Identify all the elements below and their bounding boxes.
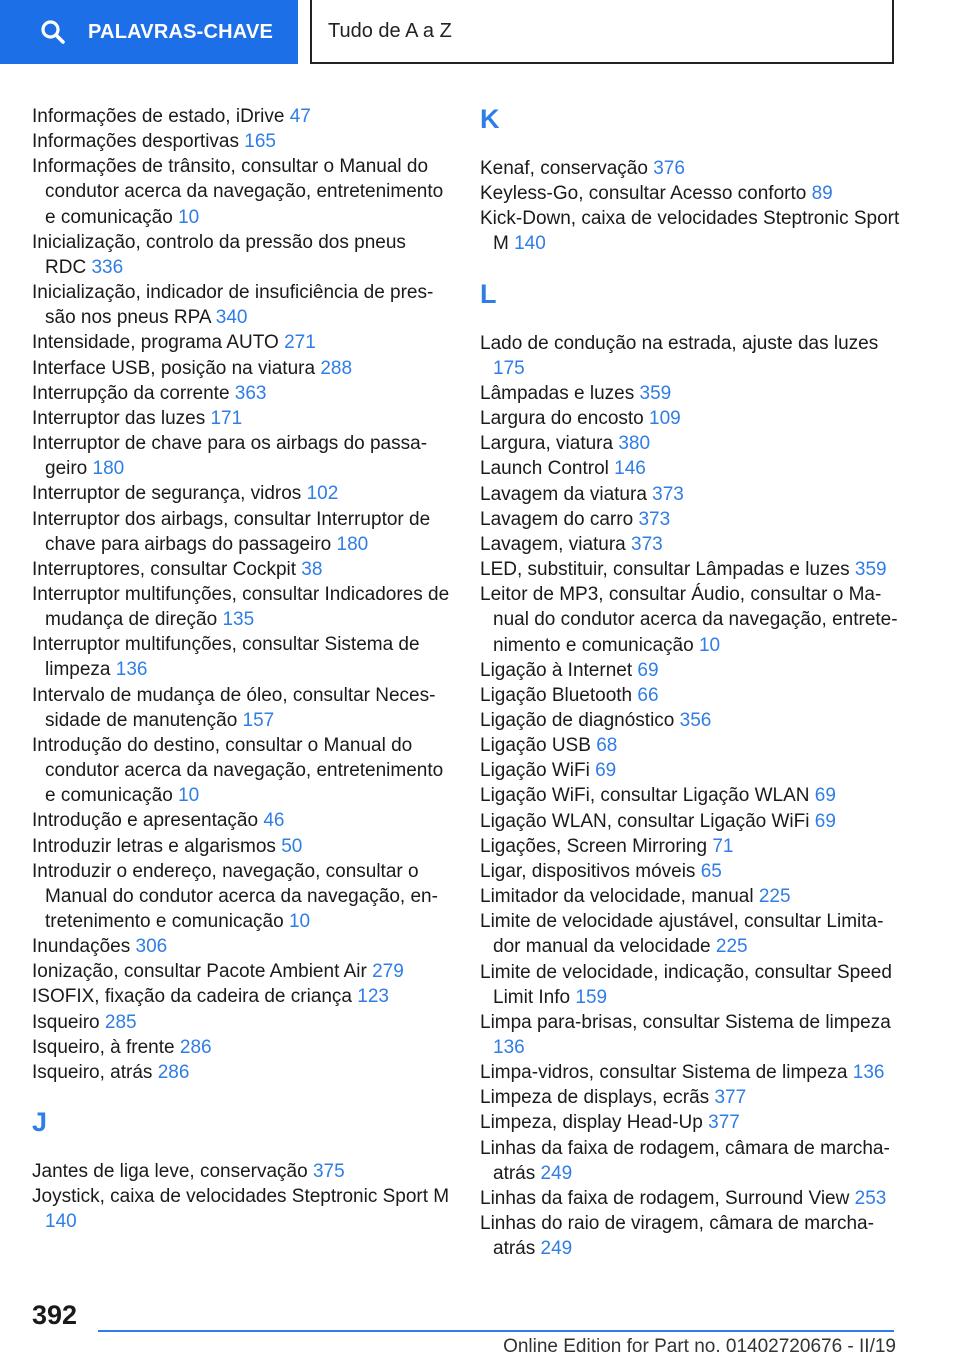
entry-text: Limitador da velocidade, manual <box>480 886 754 908</box>
entry-page-link[interactable]: 249 <box>540 1162 573 1184</box>
entry-page-link[interactable]: 225 <box>715 936 748 958</box>
entry-page-link[interactable]: 50 <box>281 835 303 857</box>
index-entry <box>480 834 900 859</box>
entry-page-link[interactable]: 10 <box>178 785 200 807</box>
entry-page-link[interactable]: 285 <box>104 1011 137 1033</box>
index-entry <box>32 1035 450 1060</box>
index-entry <box>480 181 900 206</box>
entry-text: Kenaf, conservação <box>480 158 648 179</box>
index-entry <box>32 507 450 557</box>
entry-page-link[interactable]: 373 <box>652 483 684 505</box>
entry-page-link[interactable]: 10 <box>288 911 311 932</box>
index-entry <box>480 431 900 456</box>
index-entry <box>32 356 450 381</box>
index-entry <box>480 1085 900 1110</box>
j-entries <box>32 1159 450 1234</box>
entry-text: Inundações <box>32 936 131 958</box>
index-entry <box>480 884 900 909</box>
entry-text: Ligação WiFi, consultar Ligação WLAN <box>480 785 810 807</box>
entry-text: Limite de velocidade ajustável, consultar Limitador manual da velocidade <box>480 911 884 958</box>
entry-page-link[interactable]: 69 <box>637 659 659 681</box>
entry-text: Ligações, Screen Mirroring <box>480 835 708 857</box>
entry-text: Isqueiro, à frente <box>32 1036 175 1058</box>
index-entry <box>32 1010 450 1035</box>
entry-page-link[interactable]: 68 <box>596 735 618 757</box>
index-entry <box>480 733 900 758</box>
entry-page-link[interactable]: 306 <box>135 936 168 958</box>
entry-text: Ligar, dispositivos móveis <box>480 860 696 882</box>
entry-text: Ligação à Internet <box>480 659 633 681</box>
entry-page-link[interactable]: 159 <box>575 986 608 1008</box>
index-entry <box>32 934 450 959</box>
index-entry <box>480 557 900 582</box>
entry-page-link[interactable]: 373 <box>631 533 663 555</box>
entry-text: Interruptores, consultar Cockpit <box>32 558 297 580</box>
entry-text: Jantes de liga leve, conservação <box>32 1161 308 1183</box>
index-entry <box>480 156 900 181</box>
entry-text: Interface USB, posição na viatura <box>32 357 316 379</box>
index-entry <box>480 482 900 507</box>
entry-page-link[interactable]: 249 <box>540 1238 573 1260</box>
index-entry <box>480 406 900 431</box>
entry-page-link[interactable]: 375 <box>312 1161 345 1183</box>
index-entry <box>480 582 900 657</box>
index-entry <box>32 557 450 582</box>
entry-text: Interruptor das luzes <box>32 407 206 429</box>
index-entry <box>480 960 900 1010</box>
entry-text: Intensidade, programa AUTO <box>32 332 279 354</box>
index-entry <box>480 532 900 557</box>
entry-text: Interruptor dos airbags, consultar Interruptor de chave para airbags do passageiro <box>32 508 431 555</box>
search-icon <box>40 19 66 45</box>
entry-page-link[interactable]: 123 <box>357 986 389 1008</box>
entry-text: Ligação WiFi <box>480 760 590 782</box>
index-entry <box>32 1184 450 1234</box>
entry-page-link[interactable]: 47 <box>289 106 311 127</box>
entry-page-link[interactable]: 359 <box>854 559 887 581</box>
index-entry <box>480 708 900 733</box>
entry-text: Interruptor de segurança, vidros <box>32 483 302 505</box>
entry-text: Informações desportivas <box>32 131 239 153</box>
entry-page-link[interactable]: 180 <box>92 458 125 480</box>
entry-text: Informações de trânsito, consultar o Manual do condutor acerca da navegação, entretenimento e comunicação <box>32 156 444 228</box>
entry-page-link[interactable]: 10 <box>698 634 721 656</box>
index-entry <box>480 783 900 808</box>
entry-page-link[interactable]: 69 <box>814 785 836 807</box>
entry-page-link[interactable]: 157 <box>242 709 275 731</box>
footer-rule <box>98 1330 894 1332</box>
index-entry <box>32 406 450 431</box>
entry-text: Isqueiro, atrás <box>32 1061 153 1083</box>
edition-text: Online Edition for Part no. 01402720676 - II/19 <box>503 1336 896 1357</box>
left-entries <box>32 104 450 1085</box>
entry-text: Launch Control <box>480 458 609 480</box>
entry-page-link[interactable]: 71 <box>712 835 734 857</box>
entry-page-link[interactable]: 89 <box>811 183 833 205</box>
section-title: Tudo de A a Z <box>328 19 452 42</box>
index-entry <box>32 808 450 833</box>
entry-page-link[interactable]: 253 <box>854 1187 887 1209</box>
index-entry <box>480 456 900 481</box>
index-column-right <box>480 104 900 1261</box>
entry-page-link[interactable]: 376 <box>653 158 685 179</box>
entry-page-link[interactable]: 171 <box>210 407 243 429</box>
entry-page-link[interactable]: 46 <box>263 810 285 832</box>
entry-text: Interruptor de chave para os airbags do passageiro <box>32 433 428 480</box>
entry-page-link[interactable]: 135 <box>222 609 255 631</box>
index-entry <box>32 859 450 934</box>
index-entry <box>480 206 900 256</box>
entry-text: Ionização, consultar Pacote Ambient Air <box>32 961 367 983</box>
entry-text: Lavagem da viatura <box>480 483 647 505</box>
entry-text: Linhas do raio de viragem, câmara de marcha-atrás <box>480 1213 874 1260</box>
entry-page-link[interactable]: 65 <box>700 860 722 882</box>
index-entry <box>32 280 450 330</box>
entry-text: Lado de condução na estrada, ajuste das luzes <box>480 332 879 354</box>
index-entry <box>32 230 450 280</box>
entry-text: Limpa para-brisas, consultar Sistema de limpeza <box>480 1011 891 1033</box>
entry-page-link[interactable]: 377 <box>714 1087 747 1109</box>
entry-page-link[interactable]: 136 <box>115 659 148 681</box>
entry-page-link[interactable]: 180 <box>336 533 369 555</box>
entry-text: Interrupção da corrente <box>32 382 230 404</box>
index-entry <box>32 129 450 154</box>
index-entry <box>32 959 450 984</box>
index-entry <box>480 381 900 406</box>
entry-text: ISOFIX, fixação da cadeira de criança <box>32 986 352 1008</box>
entry-page-link[interactable]: 340 <box>215 307 248 329</box>
entry-page-link[interactable]: 136 <box>493 1037 525 1058</box>
entry-page-link[interactable]: 356 <box>679 709 712 731</box>
index-entry <box>480 1010 900 1060</box>
entry-page-link[interactable]: 140 <box>45 1211 77 1233</box>
entry-text: Limite de velocidade, indicação, consultar Speed Limit Info <box>480 961 892 1008</box>
index-entry <box>480 758 900 783</box>
entry-text: Introdução do destino, consultar o Manual do condutor acerca da navegação, entretenimento e comunicação <box>32 734 444 807</box>
entry-page-link[interactable]: 336 <box>91 256 124 278</box>
index-entry <box>32 683 450 733</box>
entry-text: Introduzir letras e algarismos <box>32 835 276 857</box>
entry-page-link[interactable]: 271 <box>284 332 316 354</box>
keywords-label: PALAVRAS-CHAVE <box>88 20 274 43</box>
page-number: 392 <box>32 1300 78 1330</box>
entry-text: Ligação de diagnóstico <box>480 709 675 731</box>
index-entry <box>480 809 900 834</box>
entry-text: LED, substituir, consultar Lâmpadas e luzes <box>480 559 850 581</box>
entry-text: Informações de estado, iDrive <box>32 106 285 127</box>
index-entry <box>480 507 900 532</box>
index-entry <box>32 733 450 808</box>
entry-text: Largura do encosto <box>480 408 644 430</box>
entry-text: Linhas da faixa de rodagem, Surround View <box>480 1187 850 1209</box>
entry-text: Keyless-Go, consultar Acesso conforto <box>480 183 807 205</box>
entry-text: Ligação WLAN, consultar Ligação WiFi <box>480 810 810 832</box>
section-letter-k: K <box>480 104 500 134</box>
entry-page-link[interactable]: 38 <box>301 558 323 580</box>
index-entry <box>480 859 900 884</box>
entry-page-link[interactable]: 380 <box>618 433 651 455</box>
entry-text: Intervalo de mudança de óleo, consultar Necessidade de manutenção <box>32 684 436 731</box>
entry-page-link[interactable]: 225 <box>758 886 791 908</box>
entry-page-link[interactable]: 363 <box>234 382 267 404</box>
entry-page-link[interactable]: 279 <box>372 961 404 983</box>
entry-page-link[interactable]: 102 <box>306 483 339 505</box>
section-letter-j: J <box>32 1107 48 1138</box>
index-entry <box>480 1186 900 1211</box>
entry-text: Lâmpadas e luzes <box>480 382 635 404</box>
entry-text: Linhas da faixa de rodagem, câmara de marcha-atrás <box>480 1137 890 1184</box>
entry-text: Lavagem, viatura <box>480 533 626 555</box>
entry-page-link[interactable]: 69 <box>814 810 836 832</box>
index-entry <box>480 1110 900 1135</box>
index-entry <box>480 909 900 959</box>
entry-text: Introduzir o endereço, navegação, consultar o Manual do condutor acerca da navegação, entretenimento e comunicação <box>32 860 438 932</box>
index-entry <box>32 330 450 355</box>
entry-text: Joystick, caixa de velocidades Steptronic Sport M <box>32 1186 450 1208</box>
index-entry <box>480 658 900 683</box>
index-entry <box>32 154 450 229</box>
index-entry <box>32 431 450 481</box>
entry-page-link[interactable]: 136 <box>852 1062 885 1084</box>
index-entry <box>32 1060 450 1085</box>
entry-page-link[interactable]: 373 <box>638 508 671 530</box>
index-entry <box>32 381 450 406</box>
index-column-left <box>32 104 450 1235</box>
index-entry <box>32 632 450 682</box>
entry-page-link[interactable]: 146 <box>614 458 646 480</box>
index-entry <box>480 1211 900 1261</box>
entry-text: Interruptor multifunções, consultar Sistema de limpeza <box>32 634 420 681</box>
entry-text: Interruptor multifunções, consultar Indicadores de mudança de direção <box>32 583 450 631</box>
l-entries <box>480 331 900 1262</box>
k-entries <box>480 156 900 257</box>
index-entry <box>32 481 450 506</box>
index-entry <box>32 582 450 632</box>
entry-text: Inicialização, controlo da pressão dos pneus RDC <box>32 231 406 278</box>
header <box>0 0 960 66</box>
entry-page-link[interactable]: 109 <box>649 408 681 430</box>
entry-page-link[interactable]: 286 <box>179 1036 212 1058</box>
index-entry <box>480 683 900 708</box>
index-entry <box>480 1136 900 1186</box>
entry-text: Leitor de MP3, consultar Áudio, consultar o Manual do condutor acerca da navegação, entretenimento e comunicação <box>480 584 898 656</box>
entry-text: Ligação Bluetooth <box>480 684 633 706</box>
entry-text: Limpeza, display Head-Up <box>480 1112 703 1134</box>
entry-page-link[interactable]: 66 <box>637 684 659 706</box>
index-entry <box>480 1060 900 1085</box>
entry-page-link[interactable]: 359 <box>639 382 672 404</box>
entry-text: Introdução e apresentação <box>32 810 259 832</box>
entry-page-link[interactable]: 175 <box>493 357 525 379</box>
entry-page-link[interactable]: 377 <box>708 1112 740 1134</box>
entry-text: Kick-Down, caixa de velocidades Steptronic Sport M <box>480 208 900 255</box>
index-entry <box>480 331 900 381</box>
index-entry <box>32 834 450 859</box>
entry-page-link[interactable]: 140 <box>514 233 546 255</box>
entry-text: Isqueiro <box>32 1011 100 1033</box>
entry-text: Lavagem do carro <box>480 508 634 530</box>
entry-text: Limpa-vidros, consultar Sistema de limpeza <box>480 1062 848 1084</box>
entry-page-link[interactable]: 10 <box>178 206 200 228</box>
entry-page-link[interactable]: 288 <box>320 357 353 379</box>
section-tab[interactable] <box>310 0 894 64</box>
entry-page-link[interactable]: 165 <box>244 131 276 153</box>
entry-text: Limpeza de displays, ecrãs <box>480 1087 710 1109</box>
index-entry <box>32 1159 450 1184</box>
entry-text: Inicialização, indicador de insuficiência de pressão nos pneus RPA <box>32 282 434 329</box>
keywords-button[interactable] <box>0 0 298 64</box>
entry-page-link[interactable]: 69 <box>595 760 617 782</box>
index-entry <box>32 984 450 1009</box>
entry-text: Ligação USB <box>480 735 591 757</box>
entry-page-link[interactable]: 286 <box>157 1061 190 1083</box>
index-entry <box>32 104 450 129</box>
section-letter-l: L <box>480 278 497 309</box>
entry-text: Largura, viatura <box>480 433 614 455</box>
